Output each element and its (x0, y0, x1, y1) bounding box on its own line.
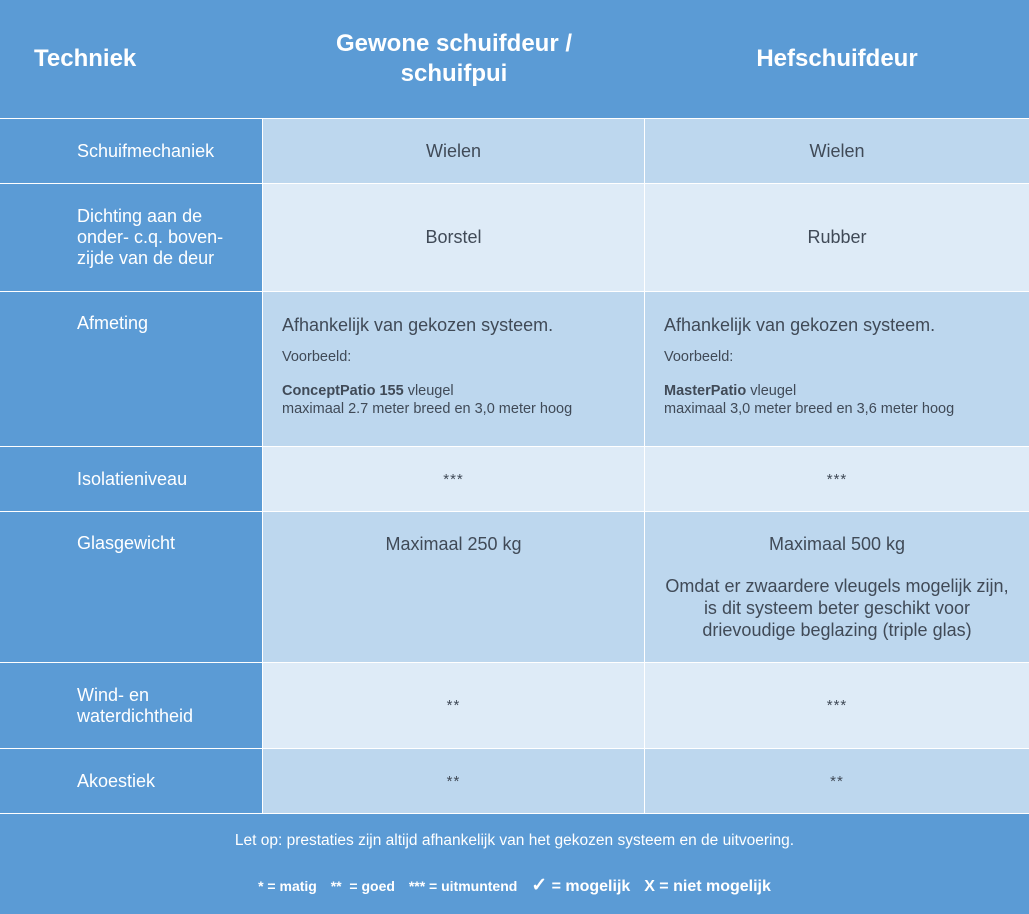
afmeting-col3-main: Afhankelijk van gekozen systeem. (664, 315, 936, 335)
cell-dichting-col2: Borstel (263, 184, 645, 292)
dichting-label-line3: zijde van de deur (77, 248, 215, 268)
check-icon: ✓ (531, 875, 548, 896)
cell-glasgewicht-col2: Maximaal 250 kg (263, 512, 645, 663)
header-techniek: Techniek (0, 0, 263, 119)
glasgewicht-note-line2: is dit systeem beter geschikt voor (703, 598, 971, 618)
cell-akoestiek-col2: ** (263, 749, 645, 814)
cell-schuifmechaniek-col3: Wielen (645, 119, 1029, 184)
glasgewicht-col3-note (645, 575, 1029, 641)
header-col2-line1: Gewone schuifdeur / (335, 30, 573, 57)
footer-legend (0, 874, 1029, 897)
legend-mogelijk-text: = mogelijk (551, 878, 631, 895)
afmeting-col2-product-suffix: vleugel (403, 383, 454, 399)
afmeting-col3-dims: maximaal 3,0 meter breed en 3,6 meter hoog (664, 401, 955, 417)
afmeting-col3-product: MasterPatio (664, 383, 747, 399)
legend-niet-mogelijk: X = niet mogelijk (644, 878, 771, 895)
row-label-dichting (0, 184, 263, 292)
afmeting-col3-product-line (664, 382, 1011, 400)
row-label-isolatieniveau: Isolatieniveau (0, 447, 263, 512)
glasgewicht-col3-value: Maximaal 500 kg (768, 534, 906, 554)
cell-afmeting-col3 (645, 292, 1029, 447)
cell-schuifmechaniek-col2: Wielen (263, 119, 645, 184)
row-label-schuifmechaniek: Schuifmechaniek (0, 119, 263, 184)
header-col2-line2: schuifpui (400, 60, 508, 87)
dichting-label-line2: onder- c.q. boven- (77, 227, 224, 247)
footer-note: Let op: prestaties zijn altijd afhankelijk van het gekozen systeem en de uitvoering. (234, 832, 795, 849)
afmeting-col2-product-line (282, 382, 626, 400)
cell-glasgewicht-col3 (645, 512, 1029, 663)
legend-uitmuntend: *** = uitmuntend (408, 878, 518, 894)
row-label-akoestiek: Akoestiek (0, 749, 263, 814)
cell-akoestiek-col3: ** (645, 749, 1029, 814)
cell-isolatie-col3: *** (645, 447, 1029, 512)
footer (0, 814, 1029, 914)
afmeting-col2-dims: maximaal 2.7 meter breed en 3,0 meter hoog (282, 401, 573, 417)
afmeting-col3-example-label: Voorbeeld: (664, 349, 734, 365)
wind-label-line2: waterdichtheid (77, 705, 194, 726)
afmeting-col2-example-label: Voorbeeld: (282, 349, 352, 365)
row-label-afmeting: Afmeting (0, 292, 263, 447)
wind-label-line1: Wind- en (77, 684, 150, 705)
afmeting-col2-main: Afhankelijk van gekozen systeem. (282, 315, 554, 335)
legend-matig: * = matig (258, 878, 317, 894)
dichting-label-line1: Dichting aan de (77, 206, 203, 226)
header-gewone-schuifdeur (263, 0, 645, 119)
legend-mogelijk (531, 875, 631, 896)
cell-wind-col2: ** (263, 663, 645, 749)
row-label-glasgewicht: Glasgewicht (0, 512, 263, 663)
header-hefschuifdeur: Hefschuifdeur (645, 0, 1029, 119)
afmeting-col2-product: ConceptPatio 155 (282, 383, 404, 399)
cell-dichting-col3: Rubber (645, 184, 1029, 292)
afmeting-col3-product-suffix: vleugel (746, 383, 797, 399)
cell-isolatie-col2: *** (263, 447, 645, 512)
cell-wind-col3: *** (645, 663, 1029, 749)
cell-afmeting-col2 (263, 292, 645, 447)
row-label-wind-waterdichtheid (0, 663, 263, 749)
legend-goed: ** = goed (330, 878, 395, 894)
glasgewicht-note-line3: drievoudige beglazing (triple glas) (702, 620, 972, 640)
glasgewicht-note-line1: Omdat er zwaardere vleugels mogelijk zijn, (665, 576, 1009, 596)
